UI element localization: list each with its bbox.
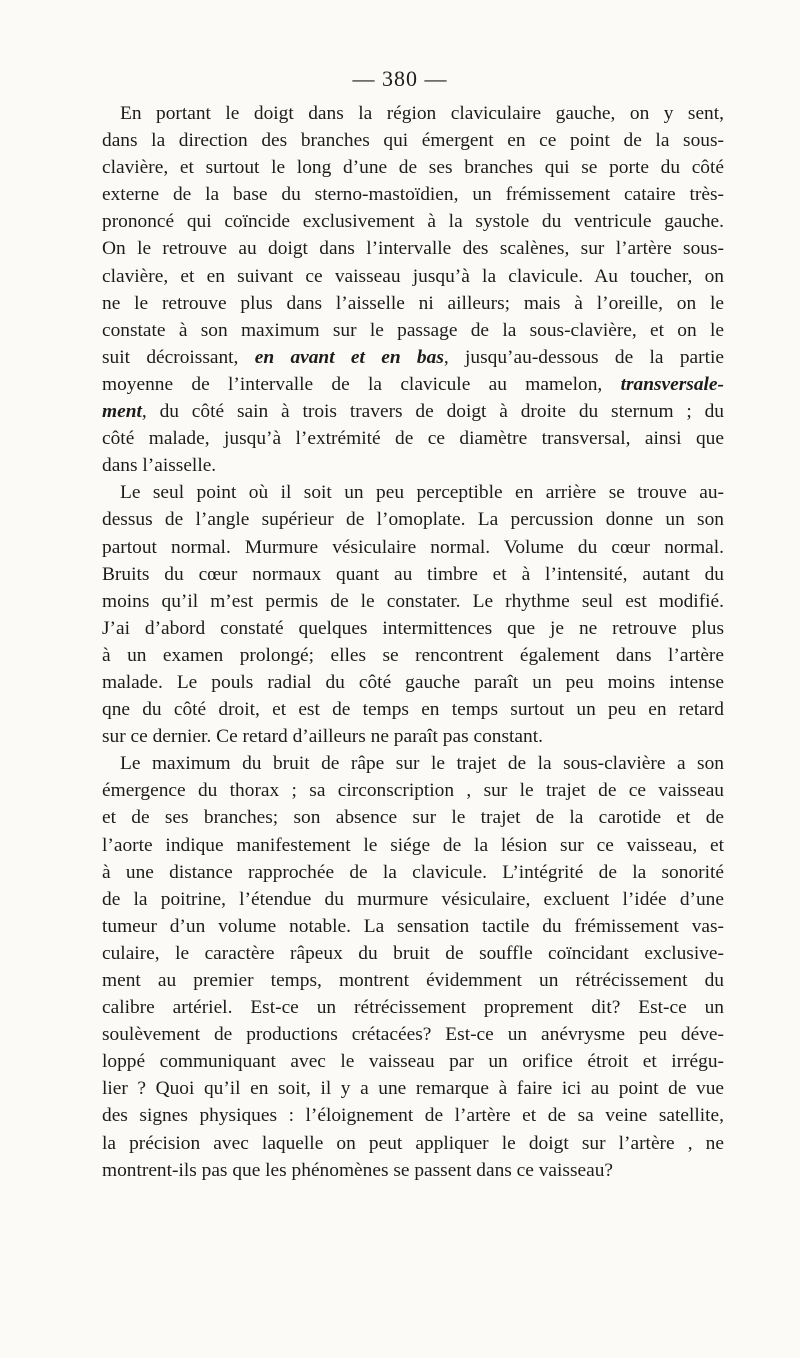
text-line [102, 615, 724, 642]
text-run: ment au premier temps, montrent évidemment un rétrécissement du [102, 970, 724, 991]
text-line [102, 561, 724, 588]
text-run: clavière, et en suivant ce vaisseau jusqu’à la clavicule. Au toucher, on [102, 265, 724, 287]
text-line [102, 804, 724, 831]
text-line [102, 913, 724, 940]
page-body-text [102, 100, 724, 1184]
text-run: externe de la base du sterno-mastoïdien, un frémissement cataire très- [102, 184, 724, 206]
text-run: à une distance rapprochée de la clavicule. L’intégrité de la sonorité [102, 861, 724, 883]
text-run: malade. Le pouls radial du côté gauche paraît un peu moins intense [102, 671, 724, 693]
text-line [102, 371, 724, 398]
text-line [102, 181, 724, 208]
text-line [102, 832, 724, 859]
text-line [102, 235, 724, 262]
text-line [102, 1130, 724, 1157]
emphasis-text: en avant et en bas [254, 346, 444, 368]
text-line [102, 154, 724, 181]
text-run: moins qu’il m’est permis de le constater. Le rhythme seul est modifié. [102, 590, 724, 612]
text-line [102, 1102, 724, 1129]
text-run: l’aorte indique manifestement le siége de la lésion sur ce vaisseau, et [102, 834, 724, 856]
text-line [102, 1075, 724, 1102]
text-line [102, 127, 724, 154]
text-line [102, 669, 724, 696]
text-line [102, 967, 724, 994]
text-run: culaire, le caractère râpeux du bruit de souffle coïncidant exclusive- [102, 942, 724, 964]
text-run: sur ce dernier. Ce retard d’ailleurs ne paraît pas constant. [102, 726, 543, 748]
page-number: — 380 — [352, 66, 448, 91]
text-run: moyenne de l’intervalle de la clavicule au mamelon, [102, 373, 621, 395]
text-line [102, 994, 724, 1021]
text-line [102, 1157, 724, 1184]
text-run: soulèvement de productions crétacées? Est-ce un anévrysme peu déve- [102, 1024, 724, 1046]
text-line [102, 317, 724, 344]
text-run: à un examen prolongé; elles se rencontrent également dans l’artère [102, 644, 724, 666]
text-run: constate à son maximum sur le passage de la sous-clavière, et on le [102, 319, 724, 341]
text-run: En portant le doigt dans la région claviculaire gauche, on y sent, [120, 103, 724, 124]
text-run: prononcé qui coïncide exclusivement à la systole du ventricule gauche. [102, 211, 724, 233]
text-line [102, 588, 724, 615]
text-line [102, 859, 724, 886]
text-run: Le seul point où il soit un peu perceptible en arrière se trouve au- [120, 482, 724, 504]
text-run: dans la direction des branches qui émergent en ce point de la sous- [102, 130, 724, 152]
text-line [102, 208, 724, 235]
text-run: Bruits du cœur normaux quant au timbre et à l’intensité, autant du [102, 563, 724, 585]
text-run: suit décroissant, [102, 346, 255, 368]
text-line [102, 886, 724, 913]
text-line [102, 479, 724, 506]
text-run: , jusqu’au-dessous de la partie [443, 346, 724, 368]
text-line [102, 344, 724, 371]
text-run: dans l’aisselle. [102, 455, 217, 477]
text-line [102, 506, 724, 533]
text-line [102, 1021, 724, 1048]
text-line [102, 100, 724, 127]
text-line [102, 534, 724, 561]
text-run: clavière, et surtout le long d’une de ses branches qui se porte du côté [102, 157, 724, 179]
emphasis-text: ment [102, 401, 142, 423]
text-run: ne le retrouve plus dans l’aisselle ni ailleurs; mais à l’oreille, on le [102, 292, 724, 314]
text-run: des signes physiques : l’éloignement de l’artère et de sa veine satellite, [102, 1105, 724, 1127]
text-run: émergence du thorax ; sa circonscription , sur le trajet de ce vaisseau [102, 780, 724, 802]
text-run: J’ai d’abord constaté quelques intermittences que je ne retrouve plus [102, 617, 724, 639]
text-run: côté malade, jusqu’à l’extrémité de ce diamètre transversal, ainsi que [102, 428, 724, 450]
text-run: Le maximum du bruit de râpe sur le trajet de la sous-clavière a son [120, 753, 724, 775]
text-line [102, 452, 724, 479]
text-run: qne du côté droit, et est de temps en temps surtout un peu en retard [102, 699, 724, 721]
text-run: montrent-ils pas que les phénomènes se passent dans ce vaisseau? [102, 1159, 614, 1181]
text-line [102, 290, 724, 317]
text-run: calibre artériel. Est-ce un rétrécissement proprement dit? Est-ce un [102, 997, 724, 1019]
text-line [102, 1048, 724, 1075]
text-run: de la poitrine, l’étendue du murmure vésiculaire, excluent l’idée d’une [102, 888, 724, 910]
text-run: loppé communiquant avec le vaisseau par un orifice étroit et irrégu- [102, 1051, 724, 1073]
text-line [102, 642, 724, 669]
text-run: , du côté sain à trois travers de doigt à droite du sternum ; du [141, 401, 724, 423]
text-line [102, 425, 724, 452]
text-run: tumeur d’un volume notable. La sensation tactile du frémissement vas- [102, 915, 724, 937]
text-line [102, 696, 724, 723]
text-run: dessus de l’angle supérieur de l’omoplate. La percussion donne un son [102, 509, 724, 531]
text-line [102, 750, 724, 777]
text-line [102, 398, 724, 425]
text-run: la précision avec laquelle on peut appliquer le doigt sur l’artère , ne [102, 1132, 724, 1154]
text-run: partout normal. Murmure vésiculaire normal. Volume du cœur normal. [102, 536, 724, 558]
text-line [102, 723, 724, 750]
text-run: lier ? Quoi qu’il en soit, il y a une remarque à faire ici au point de vue [102, 1078, 724, 1100]
text-run: On le retrouve au doigt dans l’intervalle des scalènes, sur l’artère sous- [102, 238, 724, 260]
text-line [102, 777, 724, 804]
text-run: et de ses branches; son absence sur le trajet de la carotide et de [102, 807, 724, 829]
text-line [102, 940, 724, 967]
text-line [102, 263, 724, 290]
emphasis-text: transversale- [620, 373, 724, 395]
